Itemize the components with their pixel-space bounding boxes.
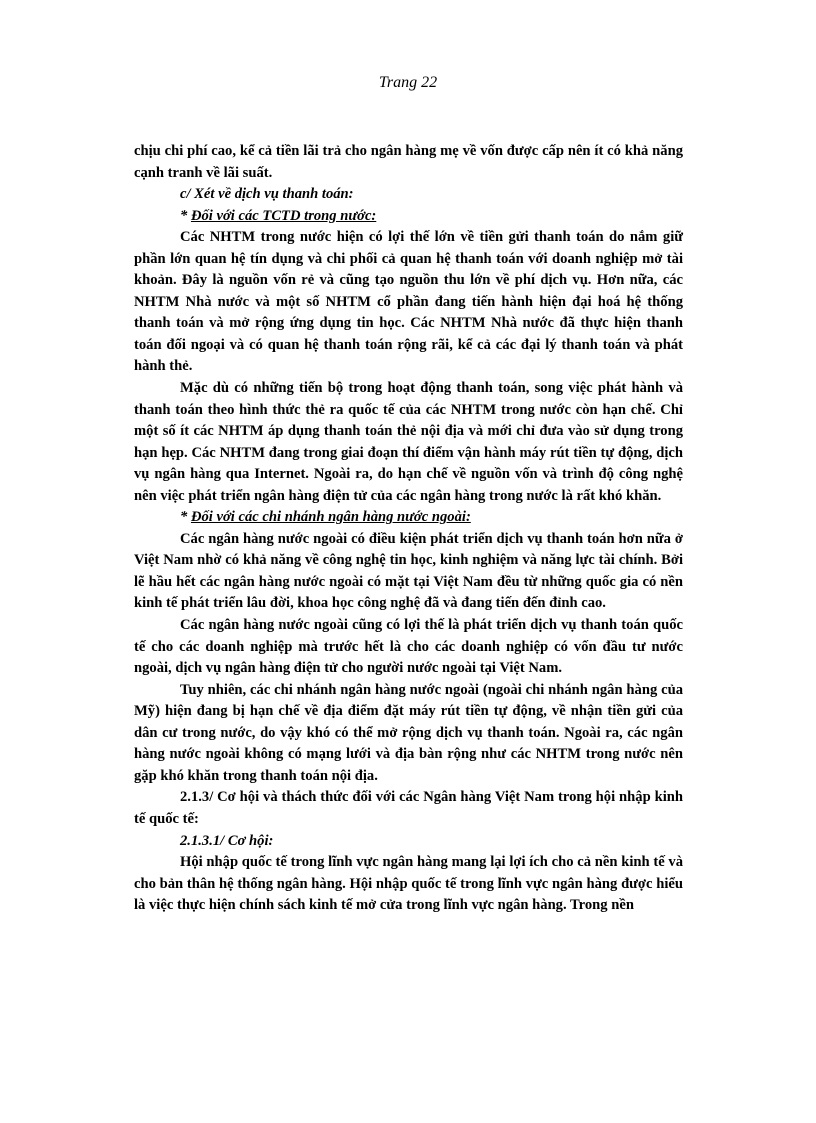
heading-domestic-text: Đối với các TCTD trong nước:: [190, 207, 377, 224]
heading-bullet: *: [180, 207, 191, 224]
document-body: [134, 141, 683, 917]
heading-foreign-text: Đối với các chi nhánh ngân hàng nước ngoài:: [190, 509, 471, 526]
paragraph-2: Các NHTM trong nước hiện có lợi thế lớn về tiền gửi thanh toán do nắm giữ phần lớn quan hệ tín dụng và chi phối cả quan hệ thanh toán với doanh nghiệp mở tài khoản. Đây là nguồn vốn rẻ và cũng tạo nguồn thu lớn về phí dịch vụ. Hơn nữa, các NHTM Nhà nước và một số NHTM cổ phần đang tiến hành hiện đại hoá hệ thống thanh toán và mở rộng ứng dụng tin học. Các NHTM Nhà nước đã thực hiện thanh toán đối ngoại và có quan hệ thanh toán rộng rãi, kể cả các đại lý thanh toán và phát hành thẻ.: [134, 229, 683, 375]
paragraph-3: Mặc dù có những tiến bộ trong hoạt động thanh toán, song việc phát hành và thanh toán theo hình thức thẻ ra quốc tế của các NHTM trong nước còn hạn chế. Chỉ một số ít các NHTM áp dụng thanh toán thẻ nội địa và mới chỉ đưa vào sử dụng trong hạn hẹp. Các NHTM đang trong giai đoạn thí điểm vận hành máy rút tiền tự động, dịch vụ ngân hàng qua Internet. Ngoài ra, do hạn chế về nguồn vốn và trình độ công nghệ nên việc phát triển ngân hàng điện tử của các ngân hàng trong nước là rất khó khăn.: [134, 380, 683, 504]
paragraph-1: chịu chi phí cao, kể cả tiền lãi trả cho ngân hàng mẹ về vốn được cấp nên ít có khả năng cạnh tranh về lãi suất.: [134, 143, 683, 181]
heading-section-2-1-3-1: 2.1.3.1/ Cơ hội:: [180, 832, 274, 849]
heading-foreign-branches: [134, 507, 683, 529]
paragraph-7: Hội nhập quốc tế trong lĩnh vực ngân hàng mang lại lợi ích cho cả nền kinh tế và cho bản thân hệ thống ngân hàng. Hội nhập quốc tế trong lĩnh vực ngân hàng được hiểu là việc thực hiện chính sách kinh tế mở cửa trong lĩnh vực ngân hàng. Trong nền: [134, 854, 683, 914]
heading-domestic-credit-institutions: [134, 206, 683, 228]
paragraph-6: Tuy nhiên, các chi nhánh ngân hàng nước ngoài (ngoài chi nhánh ngân hàng của Mỹ) hiện đang bị hạn chế về địa điểm đặt máy rút tiền tự động, về nhận tiền gửi của dân cư trong nước, do vậy khó có thể mở rộng dịch vụ thanh toán. Ngoài ra, các ngân hàng nước ngoài không có mạng lưới và địa bàn rộng như các NHTM trong nước nên gặp khó khăn trong thanh toán nội địa.: [134, 681, 683, 784]
paragraph-5: Các ngân hàng nước ngoài cũng có lợi thế là phát triển dịch vụ thanh toán quốc tế cho các doanh nghiệp mà trước hết là cho các doanh nghiệp có vốn đầu tư nước ngoài, dịch vụ ngân hàng điện tử cho người nước ngoài tại Việt Nam.: [134, 617, 683, 677]
heading-payment-services: c/ Xét về dịch vụ thanh toán:: [180, 186, 354, 203]
heading-section-2-1-3: 2.1.3/ Cơ hội và thách thức đối với các Ngân hàng Việt Nam trong hội nhập kinh tế quốc tế:: [134, 789, 683, 827]
page-number-header: Trang 22: [378, 74, 438, 91]
paragraph-4: Các ngân hàng nước ngoài có điều kiện phát triển dịch vụ thanh toán hơn nữa ở Việt Nam nhờ có khả năng về công nghệ tin học, kinh nghiệm và năng lực tài chính. Bởi lẽ hầu hết các ngân hàng nước ngoài có mặt tại Việt Nam đều từ những quốc gia có nền kinh tế phát triển lâu đời, khoa học công nghệ đã và đang tiến đến đỉnh cao.: [134, 530, 683, 612]
heading-bullet: *: [180, 509, 191, 526]
